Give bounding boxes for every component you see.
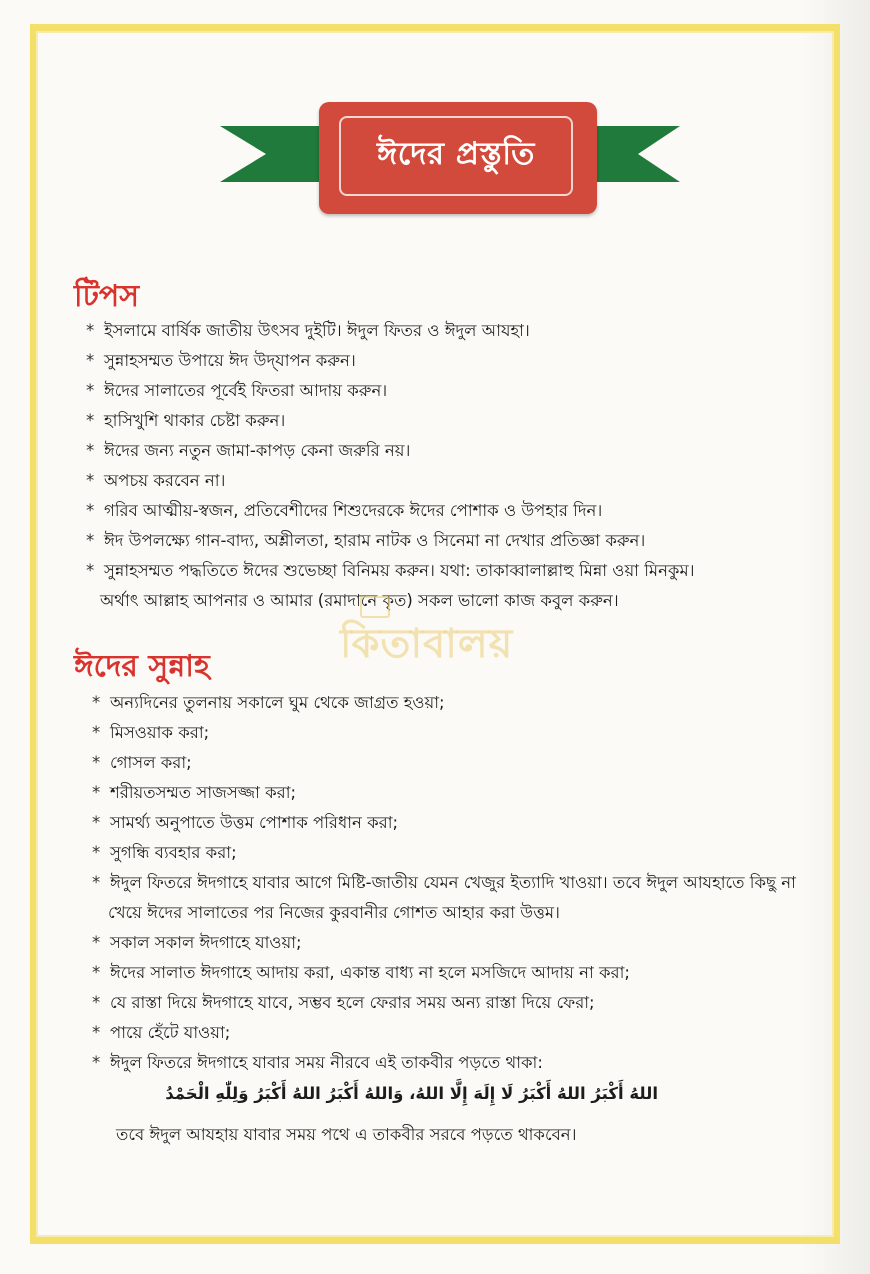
tip-item-text: গরিব আত্মীয়-স্বজন, প্রতিবেশীদের শিশুদেরকে ঈদের পোশাক ও উপহার দিন। [104,501,603,520]
sunnah-item [92,718,832,748]
tip-item-text: ঈদের জন্য নতুন জামা-কাপড় কেনা জরুরি নয়। [104,441,411,460]
ribbon-right-tail [596,126,680,182]
bullet-asterisk-icon: * [86,531,95,550]
tip-item-text: সুন্নাহসম্মত উপায়ে ঈদ উদ্‌যাপন করুন। [104,351,356,370]
bullet-asterisk-icon: * [86,471,95,490]
bullet-asterisk-icon: * [86,411,95,430]
bullet-asterisk-icon: * [92,843,101,862]
bullet-asterisk-icon: * [92,783,101,802]
tip-item [86,376,826,406]
sunnah-item-text: ঈদুল ফিতরে ঈদগাহে যাবার আগে মিষ্টি-জাতীয় যেমন খেজুর ইত্যাদি খাওয়া। তবে ঈদুল আযহাতে কিছু না [110,873,796,892]
sunnah-item [92,1048,832,1078]
tip-item [86,346,826,376]
tip-item [86,526,826,556]
tip-item [86,466,826,496]
tip-item-text: ঈদ উপলক্ষ্যে গান-বাদ্য, অশ্লীলতা, হারাম নাটক ও সিনেমা না দেখার প্রতিজ্ঞা করুন। [104,531,646,550]
bullet-asterisk-icon: * [86,351,95,370]
tip-item-text: ইসলামে বার্ষিক জাতীয় উৎসব দুইটি। ঈদুল ফিতর ও ঈদুল আযহা। [104,321,530,340]
sunnah-item-text: সুগন্ধি ব্যবহার করা; [110,843,237,862]
title-ribbon [220,102,680,214]
sunnah-item-text: মিসওয়াক করা; [110,723,210,742]
bullet-asterisk-icon: * [92,993,101,1012]
sunnah-heading: ঈদের সুন্নাহ [74,649,210,684]
sunnah-item [92,928,832,958]
sunnah-item-text: ঈদের সালাত ঈদগাহে আদায় করা, একান্ত বাধ্য না হলে মসজিদে আদায় না করা; [110,963,630,982]
title-badge-inner [339,116,573,196]
tips-heading: টিপস [74,279,140,314]
sunnah-item [92,868,832,928]
ribbon-left-tail [220,126,320,182]
bullet-asterisk-icon: * [92,753,101,772]
bullet-asterisk-icon: * [86,321,95,340]
tip-item-continuation: অর্থাৎ আল্লাহ আপনার ও আমার (রমাদানে কৃত) সকল ভালো কাজ কবুল করুন। [100,591,619,610]
sunnah-item-text: যে রাস্তা দিয়ে ঈদগাহে যাবে, সম্ভব হলে ফেরার সময় অন্য রাস্তা দিয়ে ফেরা; [110,993,595,1012]
sunnah-item-text: সামর্থ্য অনুপাতে উত্তম পোশাক পরিধান করা; [110,813,399,832]
bullet-asterisk-icon: * [92,693,101,712]
sunnah-item [92,778,832,808]
bullet-asterisk-icon: * [92,933,101,952]
sunnah-item [92,808,832,838]
sunnah-item [92,988,832,1018]
sunnah-item-text: গোসল করা; [110,753,192,772]
sunnah-item-text: ঈদুল ফিতরে ঈদগাহে যাবার সময় নীরবে এই তাকবীর পড়তে থাকা: [110,1053,543,1072]
bullet-asterisk-icon: * [86,441,95,460]
tip-item [86,316,826,346]
bullet-asterisk-icon: * [86,561,95,580]
tip-item [86,436,826,466]
takbir-arabic-text: اللهُ أَكْبَرُ اللهُ أَكْبَرُ لَا إِلَهَ إِلَّا اللهُ، وَاللهُ أَكْبَرُ اللهُ أَكْبَرُ وَلِلّٰهِ الْحَمْدُ [165,1084,658,1103]
sunnah-item [92,748,832,778]
bullet-asterisk-icon: * [86,501,95,520]
watermark: কিতাবালয় [340,621,514,667]
sunnah-item [92,838,832,868]
tip-item-text: সুন্নাহসম্মত পদ্ধতিতে ঈদের শুভেচ্ছা বিনিময় করুন। যথা: তাকাব্বালাল্লাহু মিন্না ওয়া মিনকুম। [104,561,695,580]
tip-item-text: অপচয় করবেন না। [104,471,226,490]
sunnah-item-text: সকাল সকাল ঈদগাহে যাওয়া; [110,933,302,952]
sunnah-item-text: পায়ে হেঁটে যাওয়া; [110,1023,231,1042]
sunnah-list [92,688,832,1078]
bullet-asterisk-icon: * [92,1023,101,1042]
tips-list [86,316,826,616]
tip-item [86,496,826,526]
tip-item [86,406,826,436]
page-title: ঈদের প্রস্তুতি [377,136,535,172]
sunnah-item [92,958,832,988]
tip-item-text: ঈদের সালাতের পূর্বেই ফিতরা আদায় করুন। [104,381,388,400]
bullet-asterisk-icon: * [92,813,101,832]
tip-item-text: হাসিখুশি থাকার চেষ্টা করুন। [104,411,286,430]
bullet-asterisk-icon: * [92,963,101,982]
sunnah-item [92,688,832,718]
bullet-asterisk-icon: * [86,381,95,400]
closing-note: তবে ঈদুল আযহায় যাবার সময় পথে এ তাকবীর সরবে পড়তে থাকবেন। [116,1125,577,1144]
bullet-asterisk-icon: * [92,1053,101,1072]
tip-item [86,556,826,616]
title-badge [319,102,597,214]
sunnah-item-continuation: খেয়ে ঈদের সালাতের পর নিজের কুরবানীর গোশত আহার করা উত্তম। [108,903,560,922]
bullet-asterisk-icon: * [92,873,101,892]
bullet-asterisk-icon: * [92,723,101,742]
sunnah-item-text: শরীয়তসম্মত সাজসজ্জা করা; [110,783,297,802]
sunnah-item [92,1018,832,1048]
sunnah-item-text: অন্যদিনের তুলনায় সকালে ঘুম থেকে জাগ্রত হওয়া; [110,693,445,712]
